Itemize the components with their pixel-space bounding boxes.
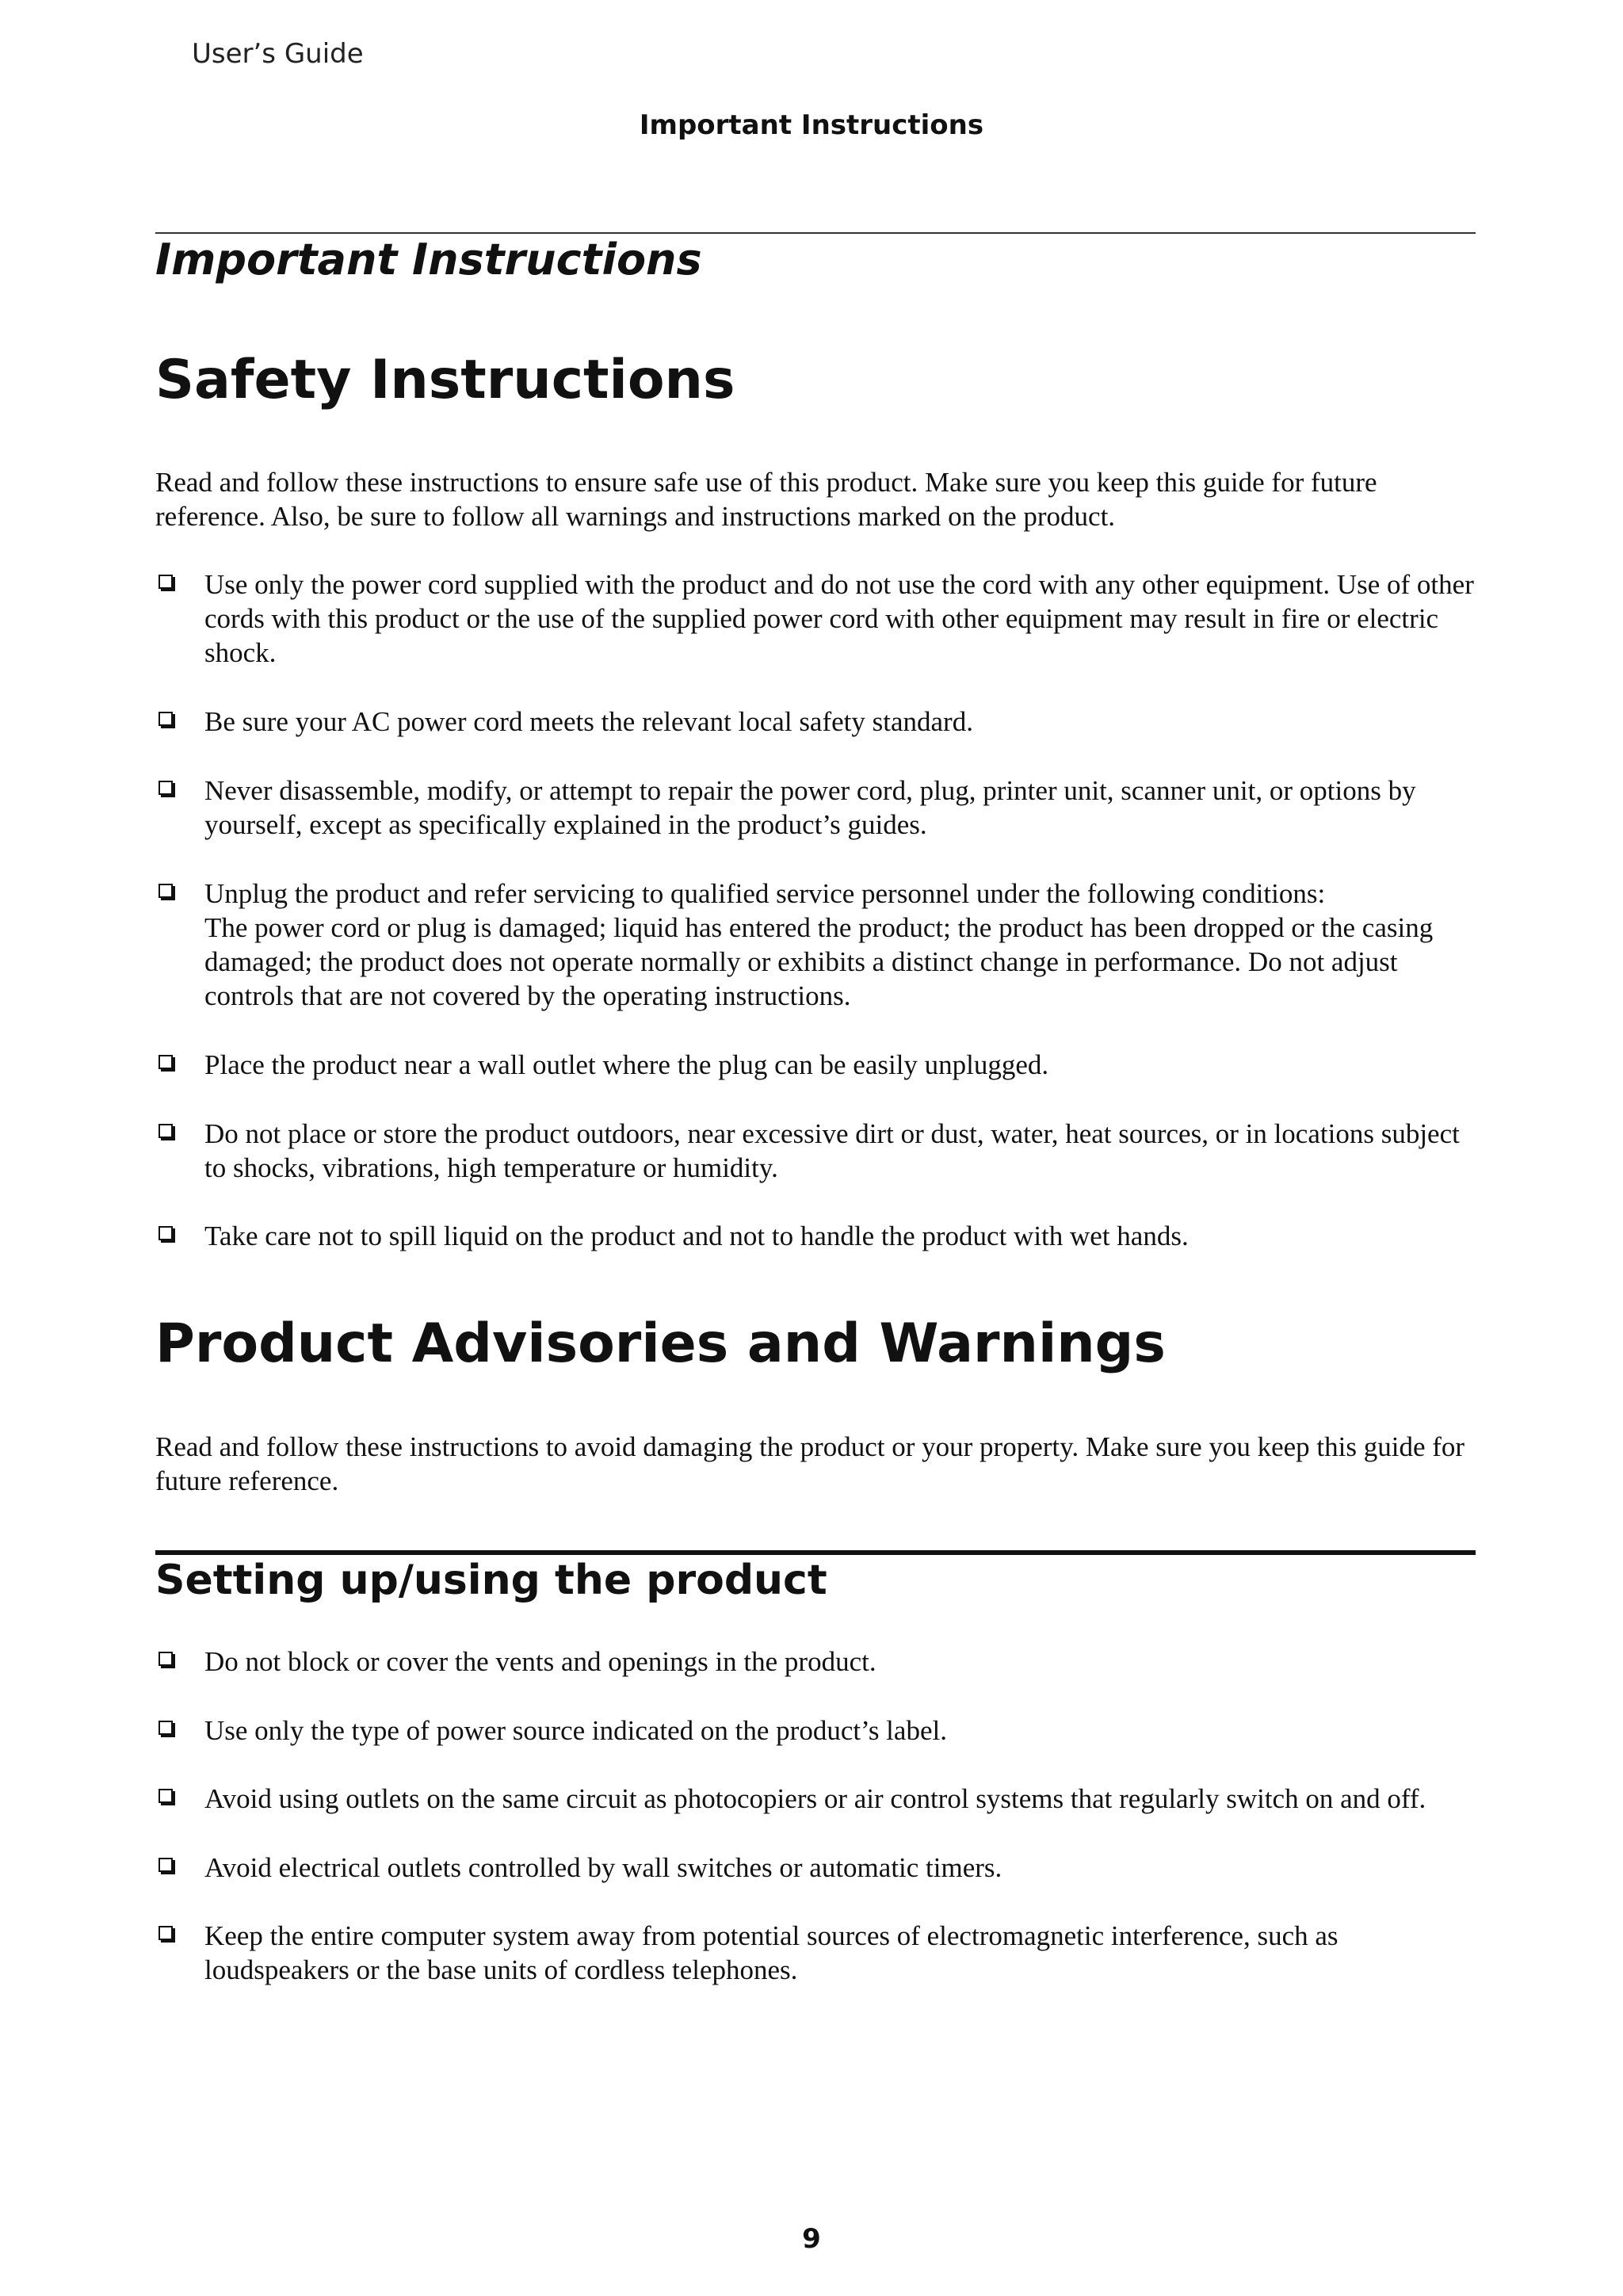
safety-intro-line: Read and follow these instructions to ensure safe use of this product. Make sure you keep this guide for future: [155, 467, 1377, 498]
advisories-intro: [155, 1430, 1476, 1498]
setup-item-line: Use only the type of power source indicated on the product’s label.: [204, 1715, 947, 1746]
checkbox-bullet-icon: [158, 1055, 173, 1069]
checkbox-bullet-icon: [158, 575, 173, 589]
checkbox-bullet-icon: [158, 1721, 173, 1735]
page-number: 9: [802, 2223, 821, 2255]
safety-item-line: Unplug the product and refer servicing to qualified service personnel under the following conditions:: [204, 878, 1326, 909]
safety-item-line: to shocks, vibrations, high temperature or humidity.: [204, 1152, 778, 1183]
safety-item-line: cords with this product or the use of the supplied power cord with other equipment may result in fire or electric: [204, 603, 1439, 634]
safety-item-line: Be sure your AC power cord meets the relevant local safety standard.: [204, 706, 973, 737]
safety-item-line: Do not place or store the product outdoors, near excessive dirt or dust, water, heat sources, or in locations subject: [204, 1118, 1460, 1149]
safety-item-line: The power cord or plug is damaged; liquid has entered the product; the product has been dropped or the casing: [204, 912, 1434, 943]
safety-item-line: Place the product near a wall outlet where the plug can be easily unplugged.: [204, 1049, 1049, 1080]
safety-item-line: damaged; the product does not operate normally or exhibits a distinct change in performance. Do not adjust: [204, 946, 1398, 977]
chapter-title: Important Instructions: [155, 235, 702, 285]
running-header-section: Important Instructions: [639, 109, 984, 141]
setup-item-line: loudspeakers or the base units of cordless telephones.: [204, 1954, 798, 1985]
checkbox-bullet-icon: [158, 1124, 173, 1138]
running-header-guide-name: User’s Guide: [192, 38, 364, 70]
safety-item-line: yourself, except as specifically explained in the product’s guides.: [204, 809, 927, 840]
safety-item-line: Use only the power cord supplied with the product and do not use the cord with any other equipment. Use of other: [204, 569, 1474, 600]
safety-item-line: controls that are not covered by the operating instructions.: [204, 980, 851, 1011]
checkbox-bullet-icon: [158, 884, 173, 898]
setup-heading: Setting up/using the product: [155, 1557, 827, 1604]
advisories-heading: Product Advisories and Warnings: [155, 1312, 1166, 1375]
checkbox-bullet-icon: [158, 781, 173, 795]
safety-item-line: shock.: [204, 637, 277, 668]
chapter-rule: [155, 232, 1476, 234]
safety-intro-line: reference. Also, be sure to follow all warnings and instructions marked on the product.: [155, 501, 1116, 532]
checkbox-bullet-icon: [158, 1926, 173, 1940]
section-rule: [155, 1550, 1476, 1555]
checkbox-bullet-icon: [158, 1652, 173, 1666]
checkbox-bullet-icon: [158, 1226, 173, 1240]
checkbox-bullet-icon: [158, 712, 173, 726]
safety-item-line: Never disassemble, modify, or attempt to repair the power cord, plug, printer unit, scanner unit, or options by: [204, 775, 1416, 806]
setup-item-line: Avoid electrical outlets controlled by wall switches or automatic timers.: [204, 1852, 1002, 1883]
setup-item-line: Avoid using outlets on the same circuit as photocopiers or air control systems that regularly switch on and off.: [204, 1783, 1426, 1814]
checkbox-bullet-icon: [158, 1858, 173, 1872]
setup-item-line: Do not block or cover the vents and openings in the product.: [204, 1646, 876, 1677]
safety-heading: Safety Instructions: [155, 349, 735, 411]
setup-item-line: Keep the entire computer system away from potential sources of electromagnetic interference, such as: [204, 1920, 1338, 1951]
advisories-intro-line: future reference.: [155, 1465, 339, 1496]
advisories-intro-line: Read and follow these instructions to avoid damaging the product or your property. Make sure you keep this guide for: [155, 1431, 1465, 1462]
safety-intro: [155, 465, 1476, 533]
checkbox-bullet-icon: [158, 1789, 173, 1803]
safety-item-line: Take care not to spill liquid on the product and not to handle the product with wet hands.: [204, 1221, 1189, 1251]
